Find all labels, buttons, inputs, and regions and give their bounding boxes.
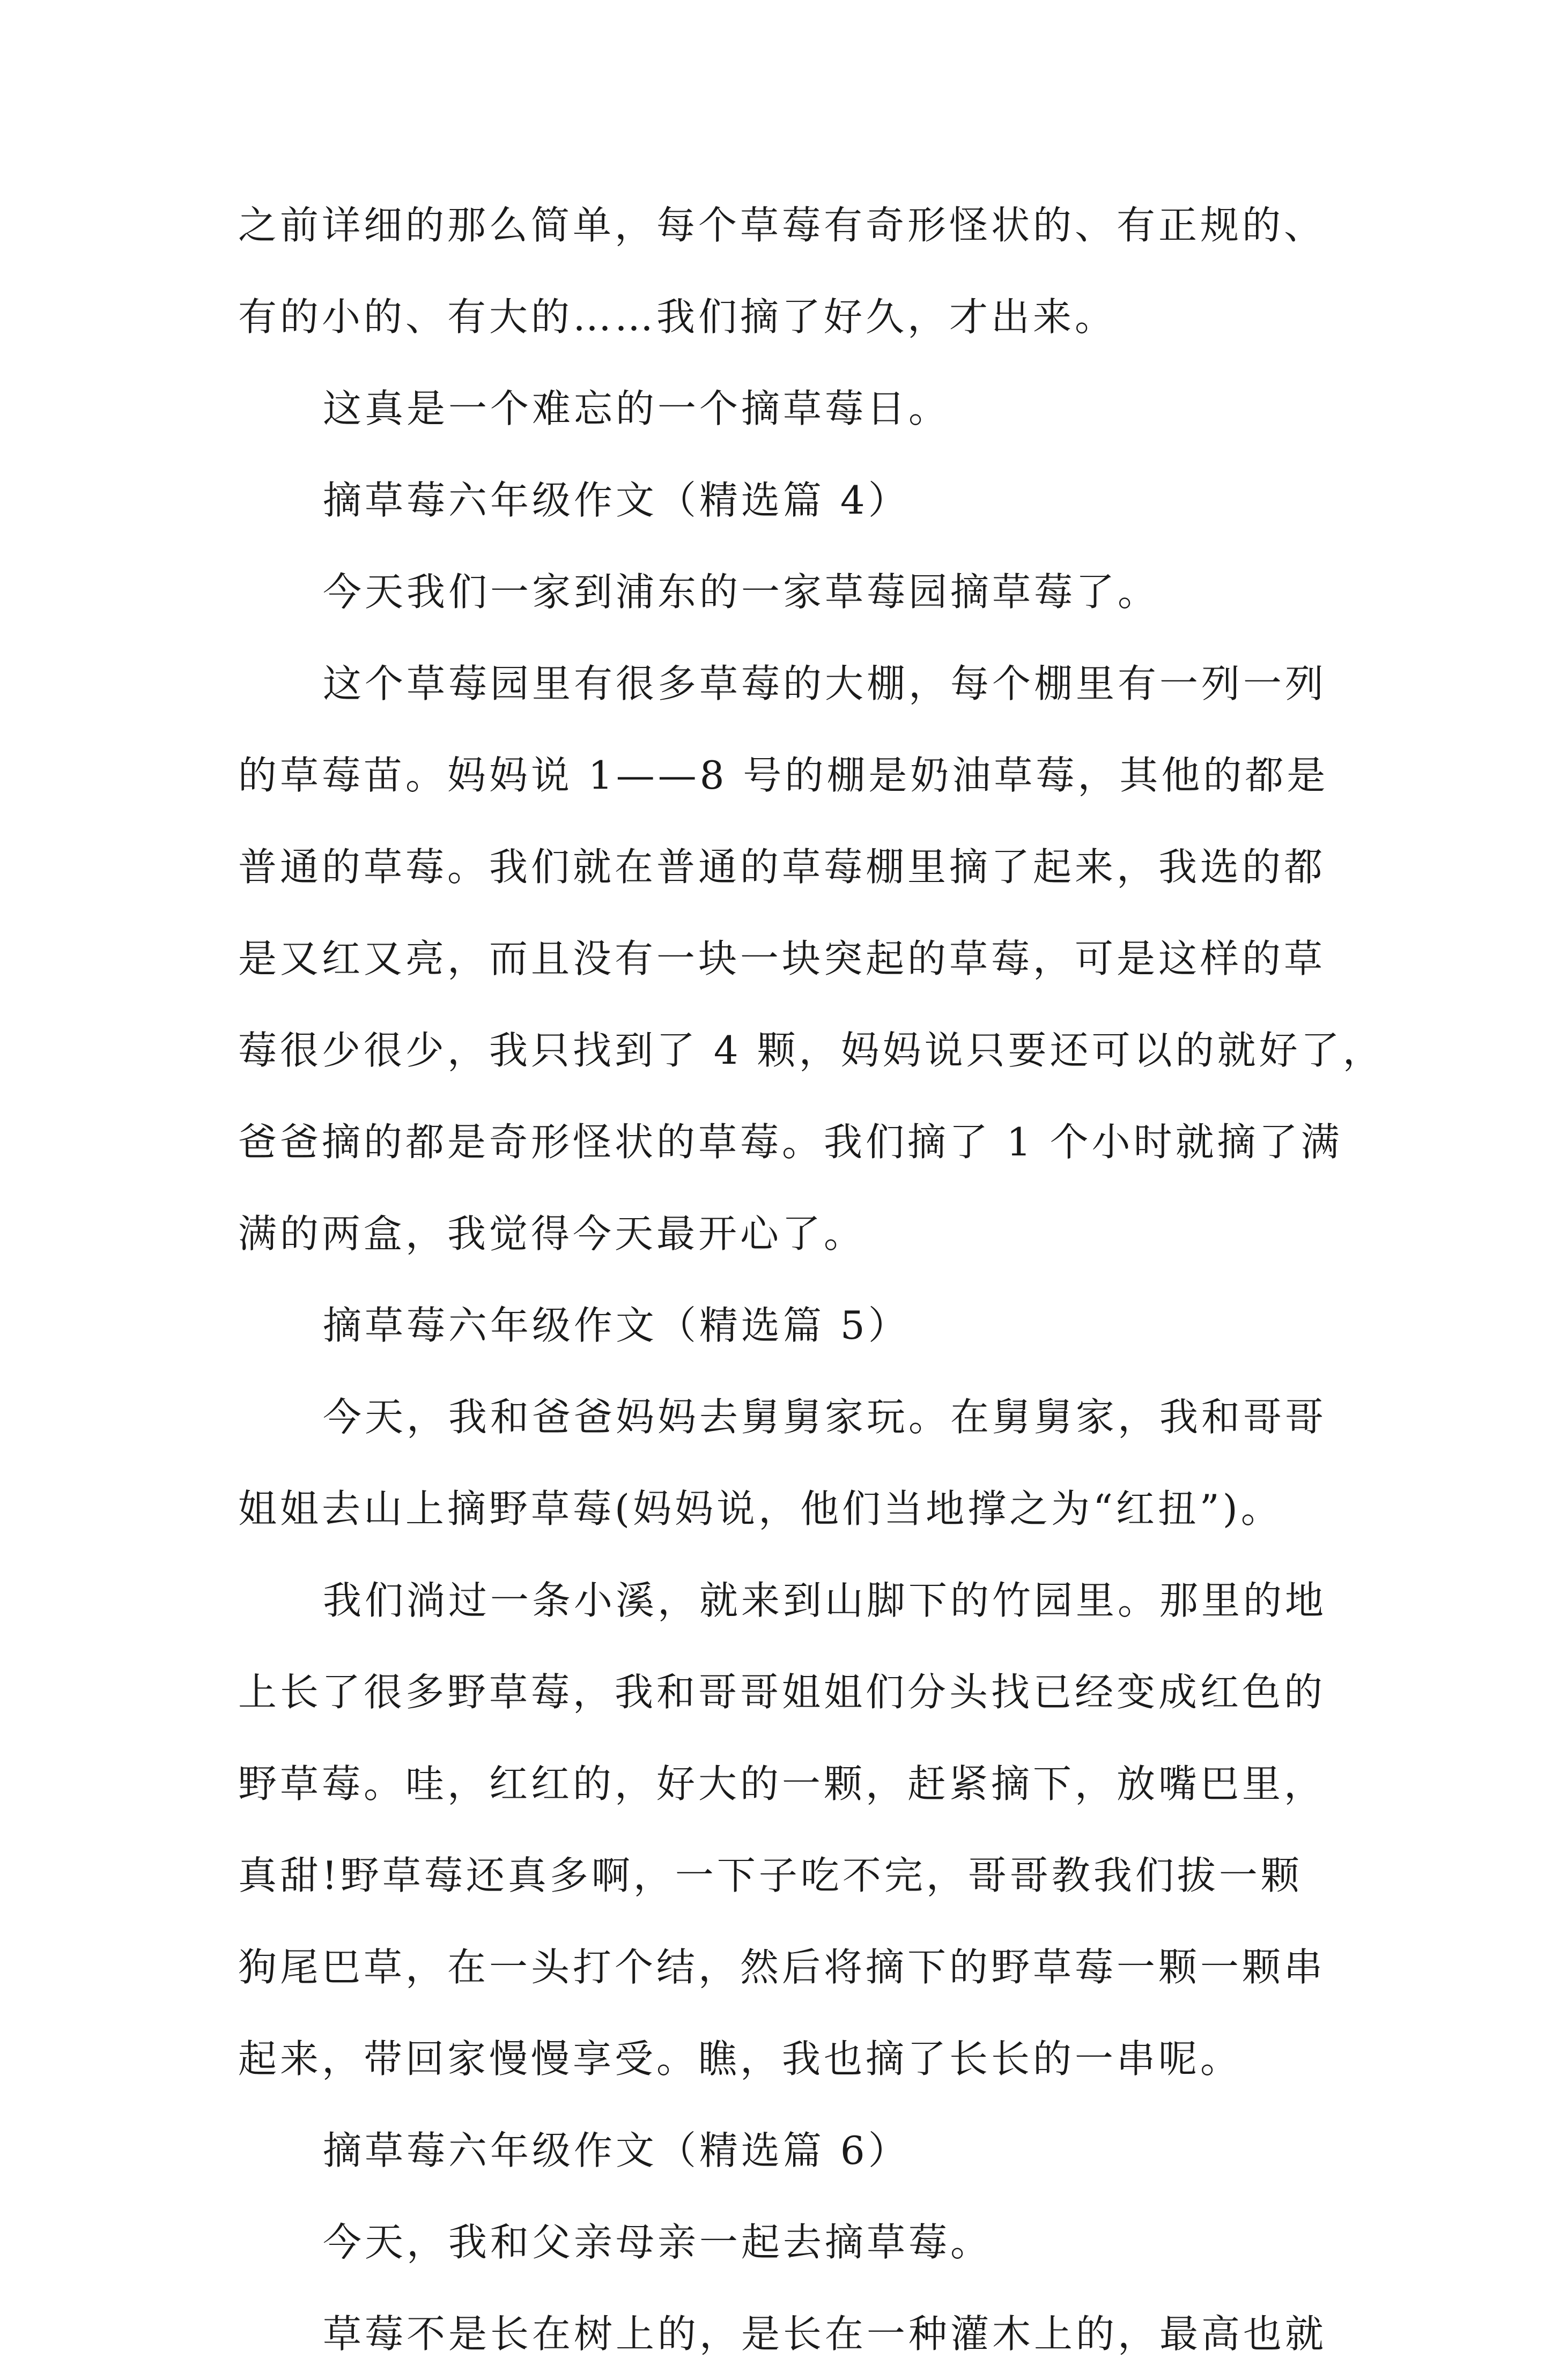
text-line: 我们淌过一条小溪，就来到山脚下的竹园里。那里的地 <box>323 1578 1327 1623</box>
text-line: 今天，我和爸爸妈妈去舅舅家玩。在舅舅家，我和哥哥 <box>323 1395 1327 1440</box>
text-line: 姐姐去山上摘野草莓(妈妈说，他们当地撑之为“红扭”)。 <box>238 1486 1283 1531</box>
essay-text-body <box>238 180 1385 2380</box>
text-line: 摘草莓六年级作文（精选篇 5） <box>323 1303 910 1348</box>
text-line: 摘草莓六年级作文（精选篇 4） <box>323 478 910 523</box>
text-line: 摘草莓六年级作文（精选篇 6） <box>323 2128 910 2173</box>
text-line: 这真是一个难忘的一个摘草莓日。 <box>323 386 951 431</box>
text-line: 爸爸摘的都是奇形怪状的草莓。我们摘了 1 个小时就摘了满 <box>238 1119 1343 1165</box>
text-line: 起来，带回家慢慢享受。瞧，我也摘了长长的一串呢。 <box>238 2036 1243 2081</box>
text-line: 今天，我和父亲母亲一起去摘草莓。 <box>323 2220 993 2265</box>
text-line: 狗尾巴草，在一头打个结，然后将摘下的野草莓一颗一颗串 <box>238 1945 1326 1990</box>
text-line: 有的小的、有大的……我们摘了好久，才出来。 <box>238 294 1117 339</box>
text-line: 今天我们一家到浦东的一家草莓园摘草莓了。 <box>323 569 1160 614</box>
text-line: 草莓不是长在树上的，是长在一种灌木上的，最高也就 <box>323 2311 1327 2356</box>
text-line: 莓很少很少，我只找到了 4 颗，妈妈说只要还可以的就好了， <box>238 1028 1385 1073</box>
text-line: 这个草莓园里有很多草莓的大棚，每个棚里有一列一列 <box>323 661 1327 706</box>
text-line: 野草莓。哇，红红的，好大的一颗，赶紧摘下，放嘴巴里， <box>238 1761 1326 1806</box>
text-line: 上长了很多野草莓，我和哥哥姐姐们分头找已经变成红色的 <box>238 1670 1326 1715</box>
text-line: 真甜!野草莓还真多啊，一下子吃不完，哥哥教我们拔一颗 <box>238 1853 1303 1898</box>
text-line: 是又红又亮，而且没有一块一块突起的草莓，可是这样的草 <box>238 936 1326 981</box>
text-line: 的草莓苗。妈妈说 1——8 号的棚是奶油草莓，其他的都是 <box>238 753 1329 798</box>
text-line: 满的两盒，我觉得今天最开心了。 <box>238 1211 866 1256</box>
text-line: 之前详细的那么简单，每个草莓有奇形怪状的、有正规的、 <box>238 203 1326 248</box>
text-line: 普通的草莓。我们就在普通的草莓棚里摘了起来，我选的都 <box>238 844 1326 889</box>
